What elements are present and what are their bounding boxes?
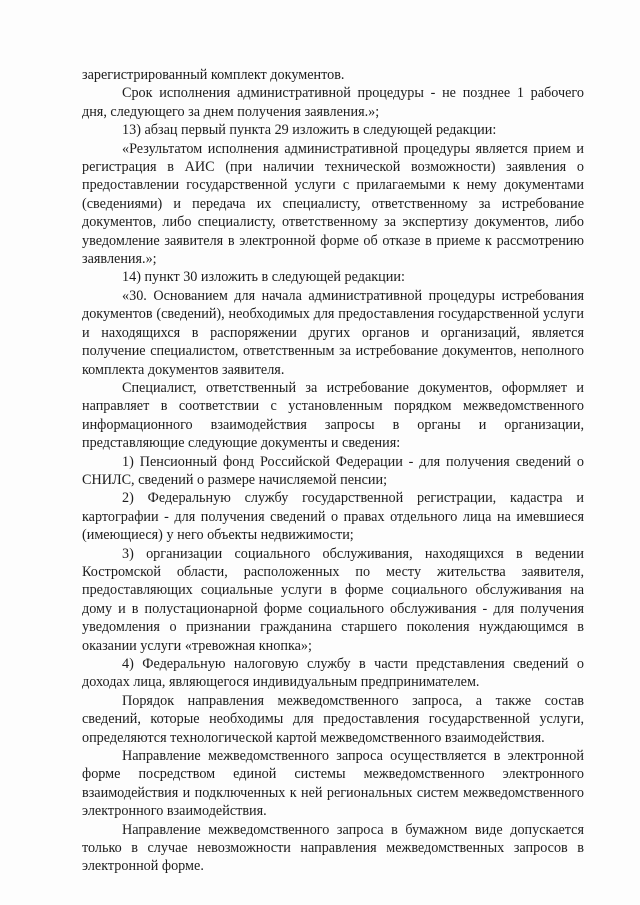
- paragraph-specialist: Специалист, ответственный за истребование документов, оформляет и направляет в соответствии с установленным порядком межведомственного информационного взаимодействия запросы в органы и организации, представляющие следующие документы и сведения:: [82, 379, 584, 452]
- list-item-registration-service: 2) Федеральную службу государственной регистрации, кадастра и картографии - для получения сведений о правах отдельного лица на имевшиеся (имеющиеся) у него объекты недвижимости;: [82, 490, 584, 544]
- list-item-social-organizations: 3) организации социального обслуживания, находящихся в ведении Костромской области, расположенных по месту жительства заявителя, предоставляющих социальные услуги в форме социального обслуживания на дому и в полустационарной форме социального обслуживания - для получения уведомления о признании гражданина старшего поколения нуждающимся в оказании услуги «тревожная кнопка»;: [82, 545, 584, 654]
- list-item-tax-service: 4) Федеральную налоговую службу в части представления сведений о доходах лица, являющегося индивидуальным предпринимателем.: [82, 656, 584, 691]
- list-item-pension-fund: 1) Пенсионный фонд Российской Федерации - для получения сведений о СНИЛС, сведений о размере начисляемой пенсии;: [82, 453, 584, 488]
- paragraph-request-procedure: Порядок направления межведомственного запроса, а также состав сведений, которые необходимы для предоставления государственной услуги, определяются технологической картой межведомственного взаимодействия.: [82, 692, 584, 746]
- paragraph-clause-30: «30. Основанием для начала административной процедуры истребования документов (сведений), необходимых для предоставления государственной услуги и находящихся в распоряжении других органов и организаций, является получение специалистом, ответственным за истребование документов, неполного комплекта документов заявителя.: [82, 287, 584, 378]
- document-body: [82, 66, 584, 876]
- paragraph-deadline: Срок исполнения административной процедуры - не позднее 1 рабочего дня, следующего за днем получения заявления.»;: [82, 85, 584, 120]
- paragraph-electronic-request: Направление межведомственного запроса осуществляется в электронной форме посредством единой системы межведомственного электронного взаимодействия и подключенных к ней региональных систем межведомственного электронного взаимодействия.: [82, 748, 584, 820]
- paragraph-paper-request: Направление межведомственного запроса в бумажном виде допускается только в случае невозможности направления межведомственных запросов в электронной форме.: [82, 821, 584, 875]
- paragraph-item-13: 13) абзац первый пункта 29 изложить в следующей редакции:: [122, 122, 497, 139]
- paragraph-result: «Результатом исполнения административной процедуры является прием и регистрация в АИС (при наличии технической возможности) заявления о предоставлении государственной услуги с прилагаемыми к нему документами (сведениями) и передача их специалисту, ответственному за истребование документов, либо специалисту, ответственному за экспертизу документов, либо уведомление заявителя в электронной форме об отказе в приеме к рассмотрению заявления.»;: [82, 140, 584, 268]
- paragraph-item-14: 14) пункт 30 изложить в следующей редакции:: [122, 269, 405, 286]
- paragraph-continuation: зарегистрированный комплект документов.: [82, 67, 345, 83]
